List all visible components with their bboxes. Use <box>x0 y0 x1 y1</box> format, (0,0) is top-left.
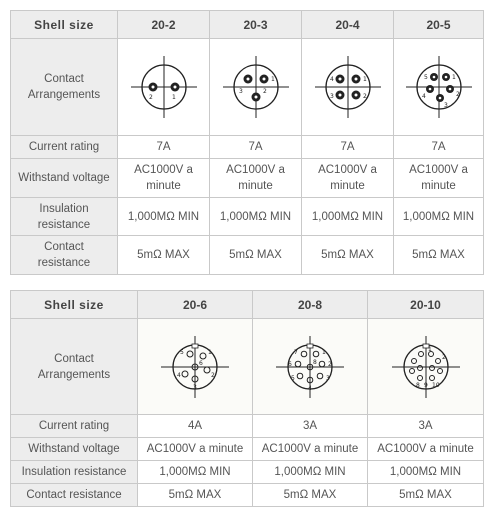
contact-diagram-20-6 <box>159 332 231 402</box>
contact-pin <box>437 368 442 373</box>
pin-number-label: 2 <box>148 94 153 101</box>
contact-pin <box>254 96 257 99</box>
pin-number-label: 2 <box>328 360 332 368</box>
contact-pin <box>338 94 341 97</box>
pin-number-label: 1 <box>427 345 432 353</box>
pin-number-label: 1 <box>171 94 176 101</box>
pin-number-label: 10 <box>431 381 440 389</box>
insulation-resistance-value: 1,000MΩ MIN <box>302 198 394 236</box>
contact-pin <box>204 367 210 373</box>
pin-number-label: 6 <box>288 360 292 368</box>
shell-size-20-3: 20-3 <box>210 11 302 39</box>
spec-table-2 <box>10 290 484 507</box>
pin-number-label: 3 <box>326 374 330 382</box>
pin-number-label: 4 <box>177 371 181 379</box>
contact-pin <box>297 373 303 379</box>
withstand-voltage-value: AC1000V a minute <box>138 438 253 461</box>
contact-resistance-value: 5mΩ MAX <box>118 236 210 275</box>
current-rating-label: Current rating <box>11 415 138 438</box>
shell-size-header: Shell size <box>11 11 118 39</box>
contact-arrangements-label: Contact Arrangements <box>11 319 138 415</box>
contact-diagram-20-10 <box>390 332 462 402</box>
contact-arrangements-row <box>11 39 484 136</box>
insulation-resistance-row <box>11 461 484 484</box>
contact-pin <box>151 86 154 89</box>
contact-pin <box>444 76 447 79</box>
contact-pin <box>301 351 307 357</box>
contact-pin <box>200 353 206 359</box>
pin-number-label: 1 <box>451 74 456 81</box>
withstand-voltage-value: AC1000V a minute <box>210 159 302 198</box>
pin-number-label: 6 <box>199 359 203 367</box>
pin-number-label: 4 <box>308 384 312 392</box>
contact-pin <box>354 94 357 97</box>
contact-resistance-row <box>11 484 484 507</box>
pin-number-label: 1 <box>270 76 275 83</box>
contact-pin <box>429 365 434 370</box>
withstand-voltage-row <box>11 438 484 461</box>
contact-pin <box>432 76 435 79</box>
pin-number-label: 8 <box>313 358 317 366</box>
current-rating-row <box>11 415 484 438</box>
contact-resistance-label: Contact resistance <box>11 484 138 507</box>
insulation-resistance-value: 1,000MΩ MIN <box>368 461 484 484</box>
pin-number-label: 5 <box>423 74 428 81</box>
contact-pin <box>295 361 301 367</box>
key-notch <box>307 344 313 348</box>
current-rating-value: 3A <box>368 415 484 438</box>
withstand-voltage-value: AC1000V a minute <box>118 159 210 198</box>
shell-size-20-5: 20-5 <box>394 11 484 39</box>
contact-pin <box>262 78 265 81</box>
pin-number-label: 2 <box>455 91 460 98</box>
pin-number-label: 8 <box>415 381 420 389</box>
insulation-resistance-value: 1,000MΩ MIN <box>118 198 210 236</box>
contact-pin <box>354 78 357 81</box>
pin-number-label: 4 <box>329 76 334 83</box>
contact-pin <box>173 86 176 89</box>
pin-number-label: 2 <box>362 93 367 100</box>
spec-table-1 <box>10 10 484 275</box>
contact-pin <box>417 365 422 370</box>
shell-size-20-10: 20-10 <box>368 291 484 319</box>
current-rating-value: 4A <box>138 415 253 438</box>
header-row <box>11 291 484 319</box>
pin-number-label: 3 <box>329 93 334 100</box>
shell-size-header: Shell size <box>11 291 138 319</box>
shell-size-20-8: 20-8 <box>253 291 368 319</box>
withstand-voltage-label: Withstand voltage <box>11 159 118 198</box>
contact-diagram-20-5 <box>404 52 474 122</box>
pin-number-label: 3 <box>193 383 197 391</box>
pin-number-label: 2 <box>262 88 267 95</box>
contact-resistance-value: 5mΩ MAX <box>302 236 394 275</box>
pin-number-label: 1 <box>208 348 212 356</box>
contact-pin <box>428 88 431 91</box>
contact-diagram-20-2 <box>129 52 199 122</box>
contact-pin <box>429 375 434 380</box>
contact-pin <box>313 351 319 357</box>
contact-diagram-20-4 <box>313 52 383 122</box>
contact-resistance-value: 5mΩ MAX <box>138 484 253 507</box>
contact-pin <box>246 78 249 81</box>
contact-pin <box>317 373 323 379</box>
pin-number-label: 1 <box>322 348 326 356</box>
insulation-resistance-value: 1,000MΩ MIN <box>253 461 368 484</box>
contact-pin <box>411 358 416 363</box>
contact-pin <box>417 375 422 380</box>
pin-number-label: 2 <box>211 371 215 379</box>
pin-number-label: 2 <box>441 353 446 361</box>
insulation-resistance-value: 1,000MΩ MIN <box>210 198 302 236</box>
withstand-voltage-value: AC1000V a minute <box>368 438 484 461</box>
header-row <box>11 11 484 39</box>
contact-pin <box>338 78 341 81</box>
pin-number-label: 9 <box>423 381 428 389</box>
insulation-resistance-label: Insulation resistance <box>11 198 118 236</box>
contact-diagram-20-8 <box>274 332 346 402</box>
pin-number-label: 7 <box>294 348 298 356</box>
contact-diagram-20-3 <box>221 52 291 122</box>
key-notch <box>192 344 198 348</box>
contact-pin <box>435 358 440 363</box>
contact-resistance-value: 5mΩ MAX <box>253 484 368 507</box>
contact-resistance-value: 5mΩ MAX <box>210 236 302 275</box>
contact-pin <box>409 368 414 373</box>
pin-number-label: 5 <box>180 348 184 356</box>
pin-number-label: 1 <box>362 76 367 83</box>
contact-pin <box>182 371 188 377</box>
diagram-cell-20-2 <box>118 39 210 136</box>
withstand-voltage-value: AC1000V a minute <box>394 159 484 198</box>
shell-size-20-4: 20-4 <box>302 11 394 39</box>
insulation-resistance-label: Insulation resistance <box>11 461 138 484</box>
diagram-cell-20-4 <box>302 39 394 136</box>
insulation-resistance-value: 1,000MΩ MIN <box>138 461 253 484</box>
insulation-resistance-row <box>11 198 484 236</box>
diagram-cell-20-10 <box>368 319 484 415</box>
pin-number-label: 5 <box>291 374 295 382</box>
shell-size-20-6: 20-6 <box>138 291 253 319</box>
contact-resistance-value: 5mΩ MAX <box>394 236 484 275</box>
current-rating-value: 7A <box>118 136 210 159</box>
diagram-cell-20-8 <box>253 319 368 415</box>
contact-resistance-label: Contact resistance <box>11 236 118 275</box>
withstand-voltage-row <box>11 159 484 198</box>
current-rating-value: 7A <box>210 136 302 159</box>
contact-arrangements-row <box>11 319 484 415</box>
shell-size-20-2: 20-2 <box>118 11 210 39</box>
current-rating-value: 7A <box>302 136 394 159</box>
current-rating-label: Current rating <box>11 136 118 159</box>
withstand-voltage-label: Withstand voltage <box>11 438 138 461</box>
contact-arrangements-label: Contact Arrangements <box>11 39 118 136</box>
pin-number-label: 4 <box>421 93 426 100</box>
contact-pin <box>418 351 423 356</box>
contact-resistance-row <box>11 236 484 275</box>
current-rating-value: 7A <box>394 136 484 159</box>
withstand-voltage-value: AC1000V a minute <box>253 438 368 461</box>
pin-number-label: 3 <box>443 102 448 109</box>
current-rating-value: 3A <box>253 415 368 438</box>
insulation-resistance-value: 1,000MΩ MIN <box>394 198 484 236</box>
diagram-cell-20-5 <box>394 39 484 136</box>
contact-pin <box>438 97 441 100</box>
contact-pin <box>187 351 193 357</box>
contact-pin <box>319 361 325 367</box>
pin-number-label: 3 <box>238 88 243 95</box>
withstand-voltage-value: AC1000V a minute <box>302 159 394 198</box>
diagram-cell-20-3 <box>210 39 302 136</box>
contact-resistance-value: 5mΩ MAX <box>368 484 484 507</box>
contact-pin <box>448 88 451 91</box>
current-rating-row <box>11 136 484 159</box>
diagram-cell-20-6 <box>138 319 253 415</box>
